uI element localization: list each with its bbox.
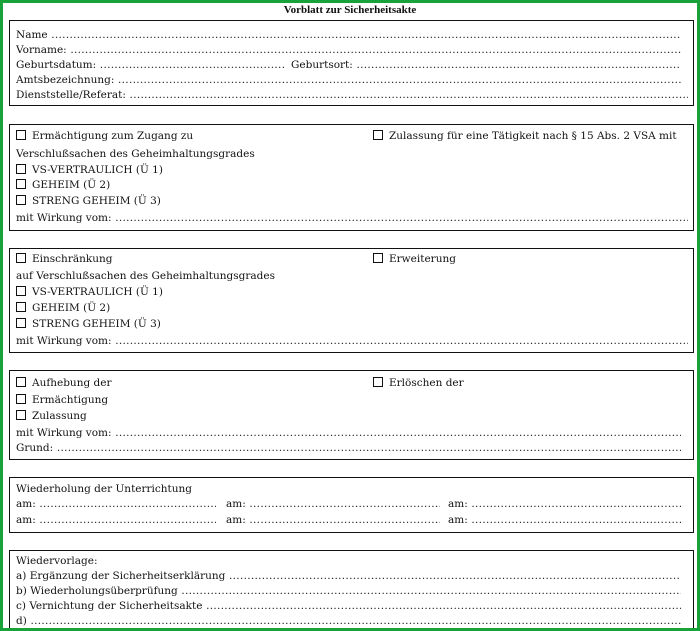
restr-level-3-label: STRENG GEHEIM (Ü 3): [32, 318, 161, 330]
briefing-heading: Wiederholung der Unterrichtung: [16, 483, 193, 495]
restriction-effective-date-field[interactable]: mit Wirkung vom: .....: [16, 334, 688, 349]
name-field[interactable]: Name .....: [16, 28, 681, 43]
personal-data-box: [9, 20, 694, 106]
resubmission-item-b-field[interactable]: b) Wiederholungsüberprüfung .....: [16, 584, 681, 599]
briefing-date-6-field[interactable]: am: .....: [448, 513, 682, 528]
restriction-box: [9, 248, 694, 353]
resubmission-box: [9, 550, 694, 628]
admission-label: Zulassung für eine Tätigkeit nach § 15 Abs. 2 VSA mit: [389, 130, 677, 142]
auth-level-2-checkbox[interactable]: [16, 178, 32, 193]
authorization-checkbox[interactable]: [16, 129, 32, 144]
briefing-date-1-field[interactable]: am: .....: [16, 497, 216, 512]
auth-level-1-checkbox[interactable]: [16, 163, 32, 178]
revocation-box: [9, 370, 694, 460]
resubmission-item-c-field[interactable]: c) Vernichtung der Sicherheitsakte .....: [16, 599, 681, 614]
admission-checkbox[interactable]: [373, 129, 389, 144]
revocation-checkbox[interactable]: [16, 376, 32, 391]
authorization-effective-date-field[interactable]: mit Wirkung vom: .....: [16, 211, 688, 226]
extension-label: Erweiterung: [389, 253, 456, 265]
expiry-label: Erlöschen der: [389, 377, 464, 389]
resubmission-item-a-field[interactable]: a) Ergänzung der Sicherheitserklärung .....: [16, 569, 681, 584]
birth-place-field[interactable]: Geburtsort: .....: [291, 58, 681, 73]
restr-level-2-label: GEHEIM (Ü 2): [32, 302, 111, 314]
revoke-authorization-label: Ermächtigung: [32, 394, 109, 406]
briefing-date-5-field[interactable]: am: .....: [226, 513, 440, 528]
auth-level-3-checkbox[interactable]: [16, 194, 32, 209]
auth-level-2-label: GEHEIM (Ü 2): [32, 179, 111, 191]
first-name-field[interactable]: Vorname: .....: [16, 43, 681, 58]
resubmission-item-d-field[interactable]: d) .....: [16, 614, 681, 629]
auth-level-3-label: STRENG GEHEIM (Ü 3): [32, 195, 161, 207]
briefing-date-4-field[interactable]: am: .....: [16, 513, 216, 528]
restriction-checkbox[interactable]: [16, 252, 32, 267]
department-field[interactable]: Dienststelle/Referat: .....: [16, 88, 688, 103]
revocation-label: Aufhebung der: [32, 377, 112, 389]
revoke-admission-label: Zulassung: [32, 410, 87, 422]
restriction-label: Einschränkung: [32, 253, 113, 265]
expiry-checkbox[interactable]: [373, 376, 389, 391]
revocation-effective-date-field[interactable]: mit Wirkung vom: .....: [16, 426, 681, 441]
auth-level-1-label: VS-VERTRAULICH (Ü 1): [32, 164, 163, 176]
resubmission-heading: Wiedervorlage:: [16, 555, 98, 567]
restr-level-2-checkbox[interactable]: [16, 301, 32, 316]
reason-field[interactable]: Grund: .....: [16, 441, 681, 456]
official-title-field[interactable]: Amtsbezeichnung: .....: [16, 73, 681, 88]
birth-date-field[interactable]: Geburtsdatum: .....: [16, 58, 286, 73]
extension-checkbox[interactable]: [373, 252, 389, 267]
restr-level-3-checkbox[interactable]: [16, 317, 32, 332]
briefing-date-2-field[interactable]: am: .....: [226, 497, 440, 512]
revoke-admission-checkbox[interactable]: [16, 409, 32, 424]
restriction-grade-intro: auf Verschlußsachen des Geheimhaltungsgrades: [16, 270, 275, 282]
restr-level-1-checkbox[interactable]: [16, 285, 32, 300]
page-title: Vorblatt zur Sicherheitsakte: [283, 4, 417, 16]
authorization-grade-intro: Verschlußsachen des Geheimhaltungsgrades: [16, 148, 255, 160]
authorization-box: [9, 124, 694, 231]
authorization-label: Ermächtigung zum Zugang zu: [32, 130, 194, 142]
revoke-authorization-checkbox[interactable]: [16, 393, 32, 408]
briefing-box: [9, 477, 694, 533]
restr-level-1-label: VS-VERTRAULICH (Ü 1): [32, 286, 163, 298]
briefing-date-3-field[interactable]: am: .....: [448, 497, 682, 512]
